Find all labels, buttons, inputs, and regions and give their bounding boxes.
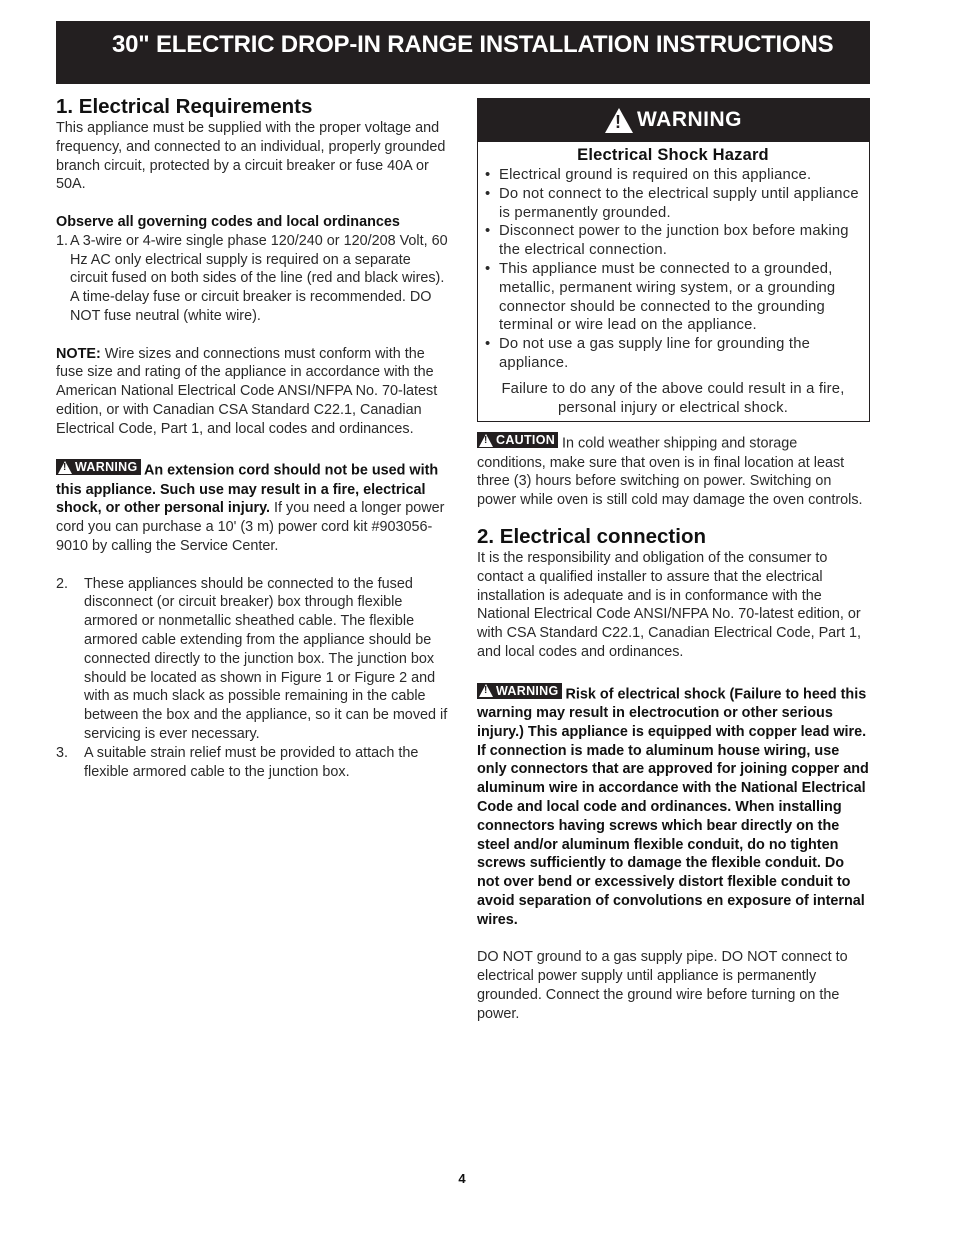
shock-risk-warning xyxy=(477,683,870,930)
bullet-glyph: • xyxy=(485,336,491,353)
list-text: A suitable strain relief must be provided to attach the flexible armored cable to the junction box. xyxy=(84,744,419,780)
connection-intro: It is the responsibility and obligation of the consumer to contact a qualified installer to assure that the electrical installation is adequate and is in conformance with the National Electrical Code ANSI/NFPA No. 70-latest edition, or with CSA Standard C22.1, Canadian Electrical Code, Part 1, and local codes and ordinances. xyxy=(477,550,861,661)
section-heading-electrical-connection: 2. Electrical connection xyxy=(477,525,706,549)
caution-badge xyxy=(477,432,558,448)
warning-triangle-icon xyxy=(58,461,72,474)
hazard-footer: Failure to do any of the above could result in a fire, personal injury or electrical shock. xyxy=(501,380,845,416)
page-number: 4 xyxy=(458,1171,466,1186)
warning-box-header xyxy=(478,99,869,142)
warning-box-body xyxy=(478,142,869,421)
bullet-text: Electrical ground is required on this appliance. xyxy=(499,167,812,183)
hazard-bullet xyxy=(485,335,861,373)
bullet-glyph: • xyxy=(485,185,491,202)
caution-triangle-icon xyxy=(479,434,493,447)
warning-badge-label: WARNING xyxy=(496,683,559,698)
left-column xyxy=(56,94,452,781)
requirements-intro: This appliance must be supplied with the proper voltage and frequency, and connected to an individual, properly grounded branch circuit, protected by a circuit breaker or fuse 40A or 50A. xyxy=(56,120,446,193)
warning-triangle-icon xyxy=(605,108,633,133)
list-text: A 3-wire or 4-wire single phase 120/240 or 120/208 Volt, 60 Hz AC only electrical supply is required on a separate circuit fused on both sides of the line (red and black wires). A time-delay fuse or circuit breaker is recommended. DO NOT fuse neutral (white wire). xyxy=(70,232,448,324)
shock-risk-text: Risk of electrical shock (Failure to heed this warning may result in electrocution or other serious injury.) This appliance is equipped with copper lead wire. If connection is made to aluminum house wiring, use only connectors that are approved for joining copper and aluminum wire in accordance with the National Electrical Code and local code and ordinances. When installing connectors having screws which bear directly on the steel and/or aluminum flexible conduit, do no tighten screws sufficiently to damage the flexible conduit. Do not over bend or excessively distort flexible conduit to avoid separation of convolutions en exposure of internal wires. xyxy=(477,686,869,928)
grounding-paragraph: DO NOT ground to a gas supply pipe. DO NOT connect to electrical power supply until appliance is permanently grounded. Connect the ground wire before turning on the power. xyxy=(477,949,848,1022)
caution-text: In cold weather shipping and storage conditions, make sure that oven is in final location at least three (3) hours before switching on power. Switching on power while oven is still cold may damage the oven controls. xyxy=(477,435,863,509)
list-text: These appliances should be connected to the fused disconnect (or circuit breaker) box through flexible armored or nonmetallic sheathed cable. The flexible armored cable extending from the appliance should be connected directly to the junction box. The junction box should be located as shown in Figure 1 or Figure 2 and with as much slack as possible remaining in the cable between the box and the appliance, so it can be moved if servicing is ever necessary. xyxy=(84,575,448,742)
bullet-text: Do not connect to the electrical supply until appliance is permanently grounded. xyxy=(499,185,859,221)
list-item-1 xyxy=(56,232,452,326)
warning-badge xyxy=(477,683,562,699)
list-item-3 xyxy=(56,744,452,782)
warning-badge-label: WARNING xyxy=(75,460,138,475)
hazard-bullet xyxy=(485,222,861,260)
section-heading-electrical-requirements: 1. Electrical Requirements xyxy=(56,95,313,118)
bullet-text: Do not use a gas supply line for grounding the appliance. xyxy=(499,336,811,371)
codes-heading: Observe all governing codes and local ordinances xyxy=(56,213,400,230)
extension-warning-text: If you need a longer power cord you can purchase a 10' (3 m) power cord kit #903056-9010 by calling the Service Center. xyxy=(56,500,445,555)
list-item-2 xyxy=(56,575,452,744)
title-bar xyxy=(56,21,870,84)
warning-box-header-label: WARNING xyxy=(637,108,742,132)
shock-hazard-warning-box xyxy=(477,98,870,422)
right-column xyxy=(477,98,870,1023)
warning-badge xyxy=(56,459,141,475)
warning-triangle-icon xyxy=(479,684,493,697)
bullet-text: Disconnect power to the junction box before making the electrical connection. xyxy=(499,223,849,259)
note-paragraph xyxy=(56,345,452,439)
note-text: Wire sizes and connections must conform with the fuse size and rating of the appliance in accordance with the American National Electrical Code ANSI/NFPA No. 70-latest edition, or with Canadian CSA Standard C22.1, Canadian Electrical Code, Part 1, and local codes and ordinances. xyxy=(56,345,438,437)
extension-cord-warning xyxy=(56,459,452,555)
caution-badge-label: CAUTION xyxy=(496,433,556,448)
list-number: 1. xyxy=(56,232,69,249)
hazard-bullet xyxy=(485,166,861,185)
hazard-bullet xyxy=(485,260,861,335)
bullet-glyph: • xyxy=(485,223,491,240)
extension-warning-bold: An extension cord should not be used with this appliance. Such use may result in a fire, electrical shock, or other personal injury. xyxy=(56,462,439,517)
page-title: 30" ELECTRIC DROP-IN RANGE INSTALLATION INSTRUCTIONS xyxy=(112,31,834,58)
hazard-title: Electrical Shock Hazard xyxy=(577,146,769,164)
bullet-glyph: • xyxy=(485,167,491,183)
caution-paragraph xyxy=(477,432,870,510)
list-number: 2. xyxy=(56,575,69,592)
bullet-glyph: • xyxy=(485,260,491,277)
list-number: 3. xyxy=(56,744,69,761)
note-label: NOTE: xyxy=(56,345,101,362)
hazard-bullet xyxy=(485,185,861,223)
bullet-text: This appliance must be connected to a grounded, metallic, permanent wiring system, or a grounding connector should be connected to the grounding terminal or wire lead on the appliance. xyxy=(499,260,836,334)
